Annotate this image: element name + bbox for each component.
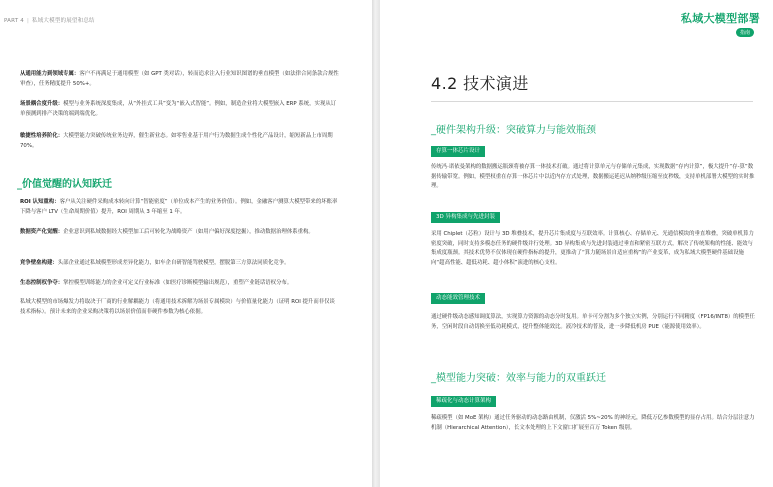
paragraph-data-asset bbox=[20, 228, 340, 238]
tag-compute-in-memory: 存算一体芯片设计 bbox=[431, 146, 485, 157]
paragraph-lead: ROI 认知重构： bbox=[20, 199, 60, 205]
right-page bbox=[380, 0, 773, 487]
header-separator: | bbox=[26, 18, 30, 24]
header-title: 私域大模型的展望和总结 bbox=[32, 18, 95, 24]
paragraph-agility bbox=[20, 132, 340, 151]
book-gutter bbox=[372, 0, 380, 487]
paragraph-lead: 从通用能力到领域专属： bbox=[20, 71, 80, 77]
paragraph-text: 客户从关注硬件采购成本转向计算“智能密度”（单位成本产生的业务价值）。例如，金融客户测算大模型带来的坏账率下降与客户 LTV（生命周期价值）提升，ROI 周期从 3 年缩至 1 年。 bbox=[20, 199, 338, 215]
paragraph-text: 掌控模型训练能力的企业可定义行业标准（如医疗诊断模型输出规范），重塑产业链话语权分布。 bbox=[63, 280, 293, 286]
section-heading-value: _价值觉醒的认知跃迁 bbox=[17, 179, 112, 190]
paragraph-scene-coupling bbox=[20, 100, 340, 119]
paragraph-lead: 场景耦合度升级： bbox=[20, 101, 64, 107]
paragraph-lead: 生态控制权争夺： bbox=[20, 280, 64, 286]
paragraph-domain-specific bbox=[20, 70, 340, 89]
paragraph-lead: 数据资产化觉醒： bbox=[20, 229, 64, 235]
paragraph-text: 企业意识到私域数据经大模型加工后可转化为战略资产（如用户偏好深度挖掘），推动数据治理体系重构。 bbox=[63, 229, 314, 235]
paragraph-text: 客户不再满足于通用模型（如 GPT 类对话），转而追求注入行业知识图谱的垂直模型（如法律合同条款合规性审查），任务精度提升 50%+。 bbox=[20, 71, 339, 87]
logo-badge: 指南 bbox=[736, 28, 754, 37]
chapter-divider bbox=[431, 101, 753, 102]
paragraph-ecosystem bbox=[20, 279, 340, 289]
logo-text: 私域大模型部署 bbox=[680, 12, 760, 25]
tag-energy-management: 动态能效管理技术 bbox=[431, 293, 485, 304]
paragraph-text: 模型与业务系统深度集成，从“外挂式工具”变为“嵌入式智能”。例如，制造企业将大模型嵌入 ERP 系统，实现从订单预测到排产决策的端到端优化。 bbox=[20, 101, 337, 117]
left-page bbox=[0, 0, 372, 487]
body-3d-integration: 采用 Chiplet（芯粒）设计与 3D 堆叠技术，提升芯片集成度与互联效率。计算核心、存储单元、光通信模块的垂直堆叠，突破单机算力密度突破，同时支持多模态任务的硬件级并行处理。3D 异构集成与先进封装通过垂直和紧密互联方式，解决了传统架构的性能、能效与集成度瓶颈。其技术优势不仅体现在硬件指标的提升，更推动了“算力随场景自适应重构”的产业变革，成为私域大模型硬件基础设施向“超高性能、超低功耗、超小体积”演进的核心支柱。 bbox=[431, 231, 754, 266]
tag-sparse-dynamic: 稀疏化与动态计算架构 bbox=[431, 396, 496, 407]
paragraph-lead: 竞争壁垒构建： bbox=[20, 260, 58, 266]
part-label: PART 4 bbox=[4, 18, 24, 24]
paragraph-text: 头部企业通过私域模型形成差异化能力，如车企自研智能驾驶模型，摆脱第三方算法同质化竞争。 bbox=[57, 260, 290, 266]
section-heading-model: _模型能力突破：效率与能力的双重跃迁 bbox=[431, 373, 606, 384]
chapter-title: 4.2 技术演进 bbox=[431, 74, 529, 93]
brand-logo bbox=[678, 10, 760, 46]
tag-3d-integration: 3D 异构集成与先进封装 bbox=[431, 212, 500, 223]
running-header bbox=[4, 16, 95, 24]
paragraph-lead: 敏捷性培养阶化： bbox=[20, 133, 64, 139]
paragraph-competition bbox=[20, 259, 340, 269]
paragraph-text: 大模型能力突破传统业务边界，催生新业态。如零售业基于用户行为数据生成个性化产品设计，缩短新品上市周期 70%。 bbox=[20, 133, 333, 149]
paragraph-closing: 私域大模型的市场爆发力将取决于厂商的行业解耦能力（将通用技术拆解为场景专属模块）与价值量化能力（证明 ROI 提升而非仅谈技术指标）。预计未来的企业采购决策将以场景价值而非硬件参数为核心依据。 bbox=[20, 299, 335, 315]
body-compute-in-memory: 传统冯·诺依曼架构的数据搬运瓶颈将被存算一体技术打破。通过将计算单元与存储单元集成，实现数据“存内计算”，极大提升“存-算”数据传输带宽。例如，模型权重在存算一体芯片中以近内存方式处理，数据搬运延迟从纳秒级压缩至皮秒级，支持单机部署大模型的实时推理。 bbox=[431, 164, 755, 190]
body-sparse-dynamic: 稀疏模型（如 MoE 架构）通过任务驱动的动态路由机制，仅激活 5%~20% 的神经元，降低万亿参数模型的显存占用。结合分层注意力机制（Hierarchical Attention），长文本处理的上下文窗口扩展至百万 Token 级别。 bbox=[431, 415, 755, 431]
body-energy-management: 通过硬件级动态感知调度算法，实现算力资源的动态分时复用。单卡可分割为多个独立实例，分别运行不同精度（FP16/INT8）的模型任务，空闲时段自动切换至低功耗模式，提升整体能效比。液冷技术的普及，进一步降低机房 PUE（能源使用效率）。 bbox=[431, 314, 755, 330]
section-heading-hardware: _硬件架构升级：突破算力与能效瓶颈 bbox=[431, 125, 596, 136]
paragraph-roi bbox=[20, 198, 340, 217]
